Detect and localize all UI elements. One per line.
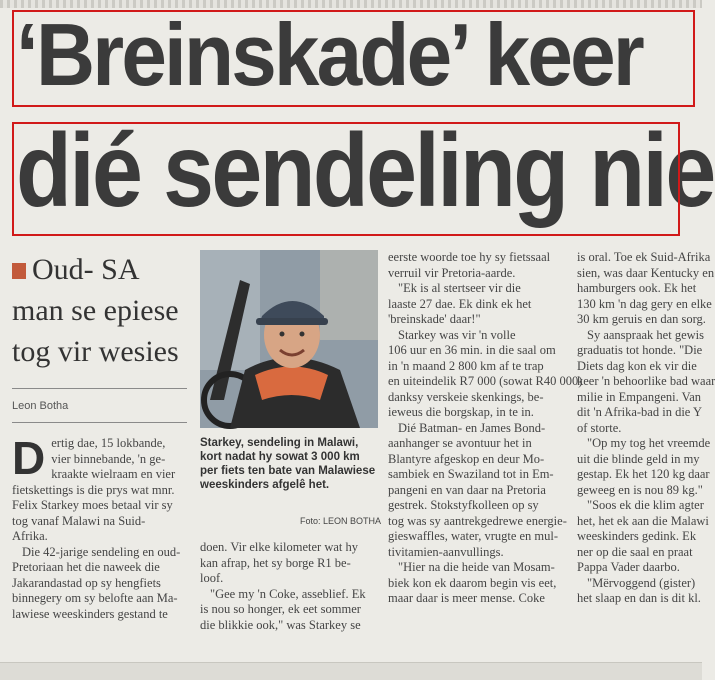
lead-line: ertig dae, 15 lokbande, bbox=[51, 436, 166, 450]
lead-line: lawiese weeskinders gestand te bbox=[12, 606, 168, 621]
page-fold bbox=[0, 662, 702, 680]
photo-credit: Foto: LEON BOTHA bbox=[300, 516, 382, 526]
text-line: "Gee my 'n Coke, asseblief. Ek bbox=[210, 586, 366, 601]
text-line: Sy aanspraak het gewis bbox=[587, 327, 704, 342]
kicker: Oud- SA bbox=[32, 253, 140, 286]
text-line: dit 'n Afrika-bad in die Y bbox=[577, 405, 703, 419]
text-line: keer 'n behoorlike bad waar bbox=[577, 374, 715, 388]
text-line: 'breinskade' daar!" bbox=[388, 312, 481, 326]
text-line: gieswaffles, water, vrugte en mul- bbox=[388, 529, 559, 543]
text-line: danksy verskeie skenkings, be- bbox=[388, 389, 544, 404]
text-line: sien, was daar Kentucky en bbox=[577, 265, 715, 280]
text-line: laaste 27 dae. Ek dink ek het bbox=[388, 296, 532, 311]
text-line: ner op die saal en praat bbox=[577, 544, 693, 559]
lead-line: tog vanaf Malawi na Suid- bbox=[12, 513, 146, 528]
lead-line: binnegery om sy belofte aan Ma- bbox=[12, 591, 178, 605]
text-line: Pappa Vader daarbo. bbox=[577, 560, 680, 574]
text-line: sambiek en Swaziland tot in Em- bbox=[388, 467, 554, 481]
text-line: kan afrap, het sy borge R1 be- bbox=[200, 555, 351, 570]
deck-line-2: tog vir wesies bbox=[12, 335, 179, 368]
kicker-block bbox=[12, 250, 187, 372]
divider bbox=[12, 422, 187, 423]
text-line: 106 uur en 36 min. in die saal om bbox=[388, 343, 556, 357]
text-line: "Mërvoggend (gister) bbox=[587, 575, 696, 590]
text-line: Blantyre afgeskop en deur Mo- bbox=[388, 451, 545, 466]
column-3-text bbox=[388, 250, 583, 607]
text-line: en uiteindelik R7 000 (sowat R40 000) bbox=[388, 374, 583, 388]
text-line: ieweus die borgskap, in te in. bbox=[388, 405, 534, 419]
column-4-text bbox=[577, 250, 715, 607]
text-line: het, het ek aan die Malawi bbox=[577, 513, 709, 528]
text-line: het slaap en dan is dit kl. bbox=[577, 591, 701, 605]
text-line: loof. bbox=[200, 571, 224, 585]
headline-line-1: ‘Breinskade’ keer bbox=[16, 5, 642, 104]
cyclist-portrait-icon bbox=[200, 250, 378, 428]
lead-line: fietskettings is die prys wat mnr. bbox=[12, 482, 175, 497]
photo-caption: Starkey, sendeling in Malawi, kort nadat hy sowat 3 000 km per fiets ten bate van Malawiese weeskinders afgelê het. bbox=[200, 437, 376, 491]
lead-column bbox=[12, 432, 190, 622]
lead-line: Afrika. bbox=[12, 529, 48, 543]
text-line: doen. Vir elke kilometer wat hy bbox=[200, 540, 359, 554]
headline-highlight-box-1 bbox=[12, 10, 695, 107]
text-line: tog was sy aantrekgedrewe energie- bbox=[388, 513, 567, 528]
text-line: Dié Batman- en James Bond- bbox=[398, 420, 546, 435]
text-line: aanhanger se avontuur het in bbox=[388, 436, 532, 450]
text-line: Diets dag kon ek vir die bbox=[577, 358, 697, 373]
text-line: in 'n maand 2 800 km af te trap bbox=[388, 358, 544, 373]
text-line: graduatis tot honde. "Die bbox=[577, 343, 703, 357]
text-line: "Op my tog het vreemde bbox=[587, 436, 711, 450]
text-line: uit die blinde geld in my bbox=[577, 451, 700, 466]
text-line: biek kon ek daarom begin vis eet, bbox=[388, 575, 557, 590]
text-line: tivitamien-aanvullings. bbox=[388, 544, 504, 559]
lead-line: vier binnebande, 'n ge- bbox=[51, 451, 166, 466]
text-line: milie in Empangeni. Van bbox=[577, 389, 702, 404]
text-line: "Soos ek die klim agter bbox=[587, 498, 704, 512]
lead-line: Felix Starkey moes betaal vir sy bbox=[12, 498, 173, 512]
text-line: hamburgers ook. Ek het bbox=[577, 281, 697, 295]
text-line: maar daar is meer mense. Coke bbox=[388, 591, 545, 605]
text-line: is oral. Toe ek Suid-Afrika bbox=[577, 250, 711, 264]
text-line: eerste woorde toe hy sy fietssaal bbox=[388, 250, 551, 264]
headline-line-2: dié sendeling nie bbox=[16, 113, 714, 229]
lead-line: kraakte wielraam en vier bbox=[51, 467, 176, 481]
text-line: verruil vir Pretoria-aarde. bbox=[388, 265, 516, 280]
text-line: "Ek is al stertseer vir die bbox=[398, 281, 521, 295]
text-line: 130 km 'n dag gery en elke bbox=[577, 296, 712, 311]
lead-line: Pretoriaan het die naweek die bbox=[12, 560, 160, 574]
text-line: is nou so honger, ek eet sommer bbox=[200, 602, 361, 616]
text-line: Starkey was vir 'n volle bbox=[398, 327, 516, 342]
text-line: gestrek. Stokstyfkolleen op sy bbox=[388, 498, 539, 512]
text-line: die blikkie ook," was Starkey se bbox=[200, 617, 361, 632]
text-line: geweeg en is nou 89 kg." bbox=[577, 482, 703, 497]
text-line: 30 km geruis en dan sorg. bbox=[577, 312, 706, 326]
cyclist-photo bbox=[200, 250, 378, 428]
lead-line: Jakarandastad op sy hengfiets bbox=[12, 575, 161, 590]
dropcap: D bbox=[12, 432, 46, 484]
text-line: gestap. Ek het 120 kg daar bbox=[577, 467, 710, 481]
divider bbox=[12, 388, 187, 389]
text-line: of storte. bbox=[577, 420, 622, 435]
headline-highlight-box-2 bbox=[12, 122, 680, 236]
text-line: pangeni en van daar na Pretoria bbox=[388, 482, 546, 497]
deck-line-1: man se epiese bbox=[12, 294, 179, 327]
column-2-text bbox=[200, 540, 380, 633]
byline: Leon Botha bbox=[12, 400, 69, 412]
text-line: "Hier na die heide van Mosam- bbox=[398, 560, 555, 574]
text-line: weeskinders gedink. Ek bbox=[577, 529, 697, 543]
lead-line: Die 42-jarige sendeling en oud- bbox=[22, 544, 181, 559]
kicker-square-icon bbox=[12, 263, 26, 279]
